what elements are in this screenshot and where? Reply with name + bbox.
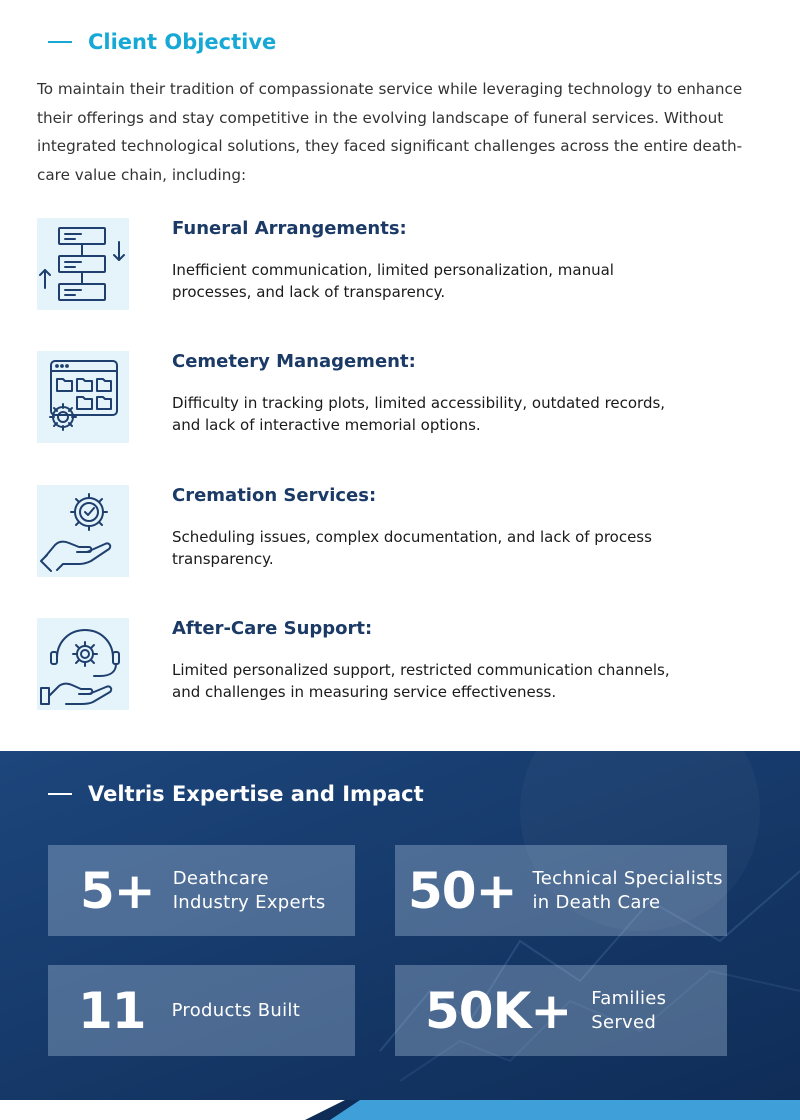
challenge-item-funeral-arrangements bbox=[37, 218, 757, 310]
challenge-item-cremation-services bbox=[37, 485, 757, 577]
desc-line: transparency. bbox=[172, 549, 274, 568]
stat-number: 11 bbox=[78, 981, 146, 1040]
stat-label bbox=[591, 987, 666, 1035]
stat-label bbox=[172, 999, 300, 1023]
desc-line: Scheduling issues, complex documentation, and lack of process bbox=[172, 528, 652, 546]
footer-stripe bbox=[0, 1100, 800, 1120]
desc-line: and lack of interactive memorial options. bbox=[172, 415, 481, 434]
stat-label bbox=[532, 867, 722, 915]
intro-line: care value chain, including: bbox=[37, 165, 247, 184]
stat-label-line: Technical Specialists bbox=[532, 867, 723, 889]
desc-line: Difficulty in tracking plots, limited accessibility, outdated records, bbox=[172, 394, 666, 412]
stat-label-line: Served bbox=[591, 1011, 657, 1033]
folder-window-gear-icon bbox=[37, 351, 129, 443]
item-title: Cremation Services: bbox=[172, 485, 377, 506]
stat-label-line: Deathcare bbox=[172, 867, 269, 889]
stat-card bbox=[395, 845, 727, 936]
client-objective-header bbox=[48, 30, 276, 54]
item-description bbox=[172, 660, 692, 703]
heading-dash bbox=[48, 793, 72, 795]
stat-card bbox=[48, 845, 355, 936]
intro-line: integrated technological solutions, they faced significant challenges across the entire death- bbox=[37, 137, 743, 155]
intro-line: To maintain their tradition of compassionate service while leveraging technology to enhance bbox=[37, 80, 743, 98]
stat-number: 5+ bbox=[80, 861, 155, 920]
stat-card bbox=[395, 965, 727, 1056]
desc-line: processes, and lack of transparency. bbox=[172, 282, 446, 301]
desc-line: and challenges in measuring service effectiveness. bbox=[172, 682, 557, 701]
workflow-flowchart-icon bbox=[37, 218, 129, 310]
challenge-item-after-care-support bbox=[37, 618, 757, 710]
stat-label-line: Families bbox=[591, 987, 667, 1009]
desc-line: Inefficient communication, limited personalization, manual bbox=[172, 261, 614, 279]
intro-line: their offerings and stay competitive in the evolving landscape of funeral services. Without bbox=[37, 108, 724, 127]
item-title: Cemetery Management: bbox=[172, 351, 416, 372]
challenge-item-cemetery-management bbox=[37, 351, 757, 443]
impact-header bbox=[48, 782, 424, 806]
item-description bbox=[172, 393, 692, 436]
item-title: Funeral Arrangements: bbox=[172, 218, 407, 239]
item-description bbox=[172, 260, 692, 303]
stat-label-line: Industry Experts bbox=[172, 891, 326, 913]
heading-dash bbox=[48, 41, 72, 43]
stat-number: 50K+ bbox=[425, 981, 572, 1040]
item-description bbox=[172, 527, 692, 570]
item-title: After-Care Support: bbox=[172, 618, 373, 639]
stat-label bbox=[173, 867, 326, 915]
impact-section bbox=[0, 751, 800, 1120]
headset-gear-hand-icon bbox=[37, 618, 129, 710]
stat-number: 50+ bbox=[408, 861, 517, 920]
hand-gear-check-icon bbox=[37, 485, 129, 577]
desc-line: Limited personalized support, restricted communication channels, bbox=[172, 661, 670, 679]
intro-paragraph bbox=[37, 75, 757, 189]
stat-label-line: Products Built bbox=[171, 999, 301, 1021]
stat-card bbox=[48, 965, 355, 1056]
stat-label-line: in Death Care bbox=[532, 891, 661, 913]
client-objective-title: Client Objective bbox=[88, 30, 277, 54]
impact-title: Veltris Expertise and Impact bbox=[88, 782, 424, 806]
